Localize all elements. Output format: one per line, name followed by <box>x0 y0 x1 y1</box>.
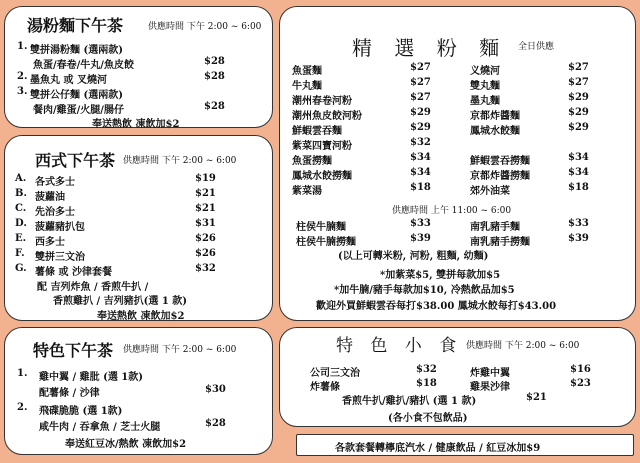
item-letter: F. <box>15 248 25 259</box>
noodle-item: 牛丸麵 $27 <box>292 77 431 92</box>
noodles-note: (以上可轉米粉, 河粉, 粗麵, 幼麵) <box>338 251 489 262</box>
western-tea-title: 西式下午茶 <box>35 151 116 170</box>
set-options-line: 香煎雞扒 / 吉列豬扒(選 1 款) <box>53 296 187 307</box>
noodle-item: 鳳城水餃麵 $29 <box>470 122 589 137</box>
noodle-item: 郊外油菜 $18 <box>470 182 589 197</box>
item-price: $26 <box>195 248 216 259</box>
noodle-item: 柱侯牛腩撈麵 $39 <box>296 233 431 248</box>
item-price: $28 <box>204 56 225 67</box>
noodles-note: *加牛腩/豬手每款加$10, 冷熱飲品加$5 <box>334 285 515 296</box>
noodle-price: $18 <box>410 182 431 193</box>
western-tea-hours: 供應時間 下午 2:00 ~ 6:00 <box>123 156 237 166</box>
snack-price: $23 <box>570 378 591 389</box>
item-letter: A. <box>15 173 27 184</box>
item-price: $28 <box>205 418 226 429</box>
noodle-price: $34 <box>410 152 431 163</box>
noodle-price: $34 <box>568 167 589 178</box>
item-name: 西多士 <box>35 237 65 248</box>
noodle-price: $29 <box>568 122 589 133</box>
tea-noodle-hours: 供應時間 下午 2:00 ~ 6:00 <box>148 22 262 32</box>
noodle-item: 潮州魚皮餃河粉 $29 <box>292 107 431 122</box>
item-price: $30 <box>205 384 226 395</box>
noodles-title: 精 選 粉 麵 <box>352 36 508 60</box>
noodle-item: 京都炸醬麵 $29 <box>470 107 589 122</box>
snacks-note: (各小食不包飲品) <box>388 413 468 424</box>
noodle-price: $39 <box>410 233 431 244</box>
noodle-item: 鮮蝦雲吞麵 $29 <box>292 122 431 137</box>
noodle-price: $33 <box>410 218 431 229</box>
noodle-price: $29 <box>568 92 589 103</box>
item-price: $31 <box>195 218 216 229</box>
noodle-item: 柱侯牛腩麵 $33 <box>296 218 431 233</box>
item-num: 3. <box>17 86 28 97</box>
item-num: 1. <box>17 368 28 379</box>
noodle-item: 紫菜四寶河粉 $32 <box>292 137 431 152</box>
item-name: 薯條 或 沙律套餐 <box>35 267 112 278</box>
item-name: 雞中翼 / 雞肶 (選 1款) <box>39 372 143 383</box>
noodle-price: $39 <box>568 233 589 244</box>
item-price: $26 <box>195 233 216 244</box>
noodle-item: 鳳城水餃撈麵 $34 <box>292 167 431 182</box>
item-sub: 配薯條 / 沙律 <box>39 388 100 399</box>
item-price: $21 <box>195 203 216 214</box>
item-sub: 魚蛋/春卷/牛丸/魚皮餃 <box>33 60 134 71</box>
noodle-item: 紫菜湯 $18 <box>292 182 431 197</box>
item-price: $28 <box>204 101 225 112</box>
noodles-all-day: 全日供應 <box>518 42 555 52</box>
noodle-price: $29 <box>410 122 431 133</box>
footer-banner <box>296 434 634 456</box>
snack-item: 炸薯條 <box>310 382 340 393</box>
noodle-price: $27 <box>410 77 431 88</box>
noodle-price: $27 <box>568 77 589 88</box>
special-tea-hours: 供應時間 下午 2:00 ~ 6:00 <box>123 345 237 355</box>
item-name: 菠蘿豬扒包 <box>35 222 85 233</box>
item-name: 飛碟脆脆 (選 1款) <box>39 406 123 417</box>
special-tea-panel <box>4 327 273 455</box>
snack-price: $21 <box>526 392 547 403</box>
snack-item: 公司三文治 <box>310 368 360 379</box>
item-num: 2. <box>17 71 28 82</box>
item-price: $32 <box>195 263 216 274</box>
item-letter: B. <box>15 188 27 199</box>
snack-price: $32 <box>416 364 437 375</box>
item-name: 雙拼三文治 <box>35 252 85 263</box>
footer-text: 各款套餐轉檸底汽水 / 健康飲品 / 紅豆冰加$9 <box>335 443 541 454</box>
item-num: 2. <box>17 402 28 413</box>
noodle-price: $29 <box>410 107 431 118</box>
noodle-price: $27 <box>410 62 431 73</box>
snack-item: 雞果沙律 <box>470 382 510 393</box>
item-letter: G. <box>15 263 27 274</box>
snacks-hours: 供應時間 下午 2:00 ~ 6:00 <box>466 341 580 351</box>
set-options-line: 配 吉列炸魚 / 香煎牛扒 / <box>37 282 149 293</box>
item-price: $21 <box>195 188 216 199</box>
noodles-note: 歡迎外買鮮蝦雲吞每打$38.00 鳳城水餃每打$43.00 <box>316 301 557 312</box>
noodles-hours: 供應時間 上午 11:00 ~ 6:00 <box>392 206 512 216</box>
item-letter: E. <box>15 233 27 244</box>
noodle-item: 雙丸麵 $27 <box>470 77 589 92</box>
noodle-item: 南乳豬手麵 $33 <box>470 218 589 233</box>
special-tea-title: 特色下午茶 <box>33 341 114 360</box>
item-sub: 餐肉/雞蛋/火腿/腸仔 <box>33 105 124 116</box>
noodle-price: $32 <box>410 137 431 148</box>
item-num: 1. <box>17 41 28 52</box>
tea-noodle-title: 湯粉麵下午茶 <box>27 16 124 35</box>
noodles-panel <box>279 6 636 321</box>
noodle-price: $18 <box>568 182 589 193</box>
item-letter: D. <box>15 218 27 229</box>
noodle-item: 潮州春卷河粉 $27 <box>292 92 431 107</box>
noodle-item: 魚蛋麵 $27 <box>292 62 431 77</box>
noodle-item: 义燒河 $27 <box>470 62 589 77</box>
noodle-price: $34 <box>410 167 431 178</box>
item-name: 先治多士 <box>35 207 75 218</box>
item-name: 墨魚丸 或 叉燒河 <box>30 75 107 86</box>
noodle-item: 墨丸麵 $29 <box>470 92 589 107</box>
snacks-panel <box>279 327 636 427</box>
item-name: 雙拼湯粉麵 (選兩款) <box>30 45 123 56</box>
item-name: 雙拼公仔麵 (選兩款) <box>30 90 123 101</box>
noodle-price: $27 <box>410 92 431 103</box>
item-price: $28 <box>204 71 225 82</box>
item-price: $19 <box>195 173 216 184</box>
snack-item: 香煎牛扒/雞扒/豬扒 (選 1 款) <box>342 396 477 407</box>
noodle-item: 南乳豬手撈麵 $39 <box>470 233 589 248</box>
tea-noodle-panel <box>4 6 273 128</box>
item-name: 菠蘿油 <box>35 192 65 203</box>
snack-item: 炸雞中翼 <box>470 368 510 379</box>
western-tea-panel <box>4 135 273 321</box>
snack-price: $16 <box>570 364 591 375</box>
snacks-title: 特 色 小 食 <box>336 336 463 356</box>
item-name: 各式多士 <box>35 177 75 188</box>
noodle-item: 魚蛋撈麵 $34 <box>292 152 431 167</box>
noodle-item: 京都炸醬撈麵 $34 <box>470 167 589 182</box>
tea-noodle-note: 奉送熱飲 凍飲加$2 <box>92 119 180 130</box>
noodle-price: $34 <box>568 152 589 163</box>
noodle-item: 鮮蝦雲吞撈麵 $34 <box>470 152 589 167</box>
noodles-note: *加紫菜$5, 雙拼每款加$5 <box>380 270 501 281</box>
snack-price: $18 <box>416 378 437 389</box>
noodle-price: $29 <box>568 107 589 118</box>
noodle-price: $27 <box>568 62 589 73</box>
item-sub: 咸牛肉 / 吞拿魚 / 芝士火腿 <box>39 422 161 433</box>
item-letter: C. <box>15 203 27 214</box>
western-tea-note: 奉送熱飲 凍飲加$2 <box>97 311 185 322</box>
noodle-price: $33 <box>568 218 589 229</box>
special-tea-note: 奉送紅豆冰/熱飲 凍飲加$2 <box>65 439 187 450</box>
